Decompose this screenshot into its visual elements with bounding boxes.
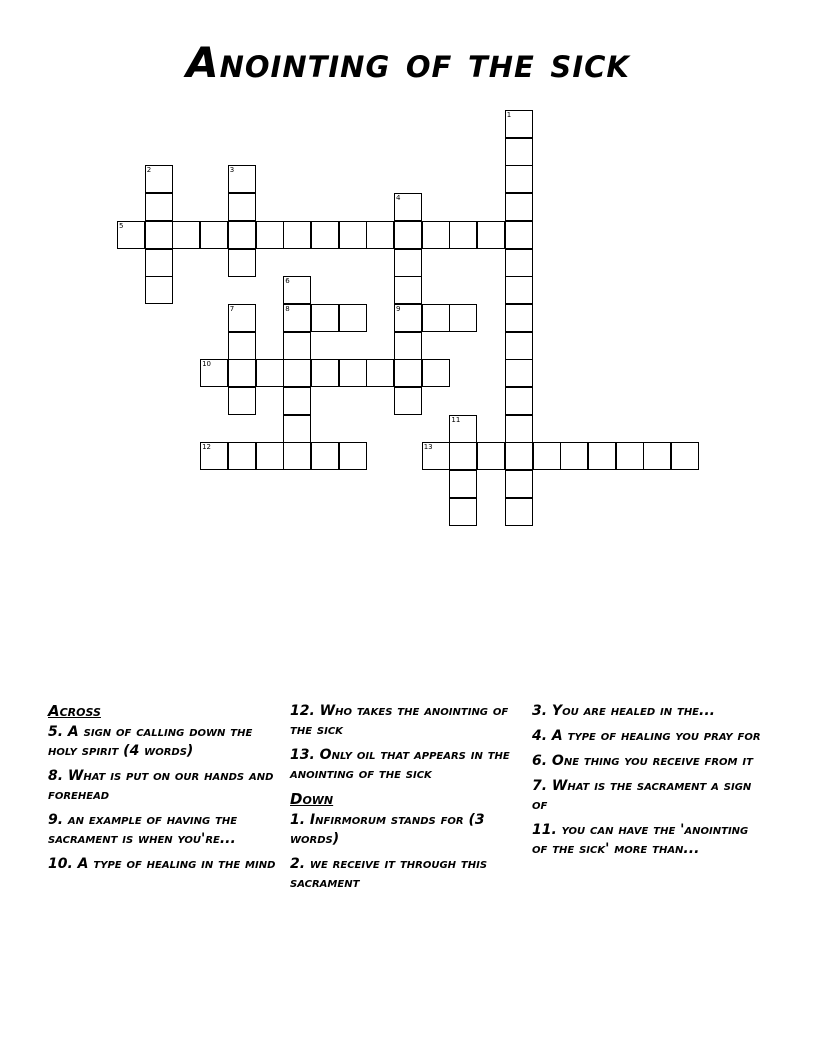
grid-cell bbox=[449, 442, 477, 470]
grid-cell bbox=[422, 221, 450, 249]
grid-cell bbox=[366, 221, 394, 249]
cell-number: 8 bbox=[285, 304, 290, 313]
clue-across-13: 13. Only oil that appears in the anointing of the sick bbox=[290, 747, 510, 782]
down-heading: Down bbox=[290, 790, 334, 808]
grid-cell bbox=[117, 221, 145, 249]
grid-cell bbox=[671, 442, 699, 470]
grid-cell bbox=[394, 304, 422, 332]
grid-cell bbox=[283, 276, 311, 304]
grid-cell bbox=[172, 221, 200, 249]
clue-across-9: 9. an example of having the sacrament is when you're... bbox=[48, 812, 238, 847]
grid-cell bbox=[339, 359, 367, 387]
grid-cell bbox=[283, 359, 311, 387]
grid-cell bbox=[394, 332, 422, 360]
grid-cell bbox=[560, 442, 588, 470]
grid-cell bbox=[228, 359, 256, 387]
grid-cell bbox=[283, 387, 311, 415]
grid-cell bbox=[228, 304, 256, 332]
grid-cell bbox=[505, 387, 533, 415]
grid-cell bbox=[145, 221, 173, 249]
grid-cell bbox=[311, 304, 339, 332]
grid-cell bbox=[228, 221, 256, 249]
cell-number: 10 bbox=[202, 360, 212, 369]
grid-cell bbox=[588, 442, 616, 470]
clue-down-2: 2. we receive it through this sacrament bbox=[290, 856, 488, 891]
clue-down-6: 6. One thing you receive from it bbox=[532, 753, 753, 769]
cell-number: 5 bbox=[119, 221, 124, 230]
grid-cell bbox=[339, 442, 367, 470]
grid-cell bbox=[505, 276, 533, 304]
clue-down-7: 7. What is the sacrament a sign of bbox=[532, 778, 752, 813]
page-title: Anointing of the sick bbox=[186, 38, 630, 87]
cell-number: 11 bbox=[451, 415, 461, 424]
grid-cell bbox=[394, 221, 422, 249]
clue-across-12: 12. Who takes the anointing of the sick bbox=[290, 703, 509, 738]
grid-cell bbox=[505, 415, 533, 443]
grid-cell bbox=[477, 442, 505, 470]
grid-cell bbox=[449, 415, 477, 443]
clue-column-1 bbox=[48, 702, 284, 880]
cell-number: 6 bbox=[285, 277, 290, 286]
grid-cell bbox=[311, 442, 339, 470]
grid-cell bbox=[449, 304, 477, 332]
grid-cell bbox=[145, 249, 173, 277]
grid-cell bbox=[283, 221, 311, 249]
cell-number: 9 bbox=[396, 304, 401, 313]
grid-cell bbox=[505, 165, 533, 193]
grid-cell bbox=[145, 276, 173, 304]
grid-cell bbox=[643, 442, 671, 470]
grid-cell bbox=[505, 470, 533, 498]
clue-column-3 bbox=[532, 702, 768, 865]
grid-cell bbox=[283, 332, 311, 360]
cell-number: 7 bbox=[229, 304, 235, 313]
grid-cell bbox=[449, 470, 477, 498]
grid-cell bbox=[228, 442, 256, 470]
grid-cell bbox=[422, 442, 450, 470]
grid-cell bbox=[256, 359, 284, 387]
grid-cell bbox=[505, 359, 533, 387]
clue-down-11: 11. you can have the 'anointing of the sick' more than... bbox=[532, 822, 749, 857]
grid-cell bbox=[228, 193, 256, 221]
grid-cell bbox=[256, 221, 284, 249]
grid-cell bbox=[505, 193, 533, 221]
clue-across-10: 10. A type of healing in the mind bbox=[48, 856, 276, 872]
grid-cell bbox=[616, 442, 644, 470]
grid-cell bbox=[505, 332, 533, 360]
grid-cell bbox=[145, 193, 173, 221]
clue-list bbox=[48, 702, 788, 962]
grid-cell bbox=[228, 249, 256, 277]
grid-cell bbox=[505, 221, 533, 249]
grid-cell bbox=[200, 359, 228, 387]
across-heading: Across bbox=[48, 702, 101, 720]
grid-cell bbox=[339, 304, 367, 332]
clue-down-4: 4. A type of healing you pray for bbox=[532, 728, 761, 744]
grid-cell bbox=[477, 221, 505, 249]
grid-cell bbox=[283, 442, 311, 470]
grid-cell bbox=[505, 498, 533, 526]
grid-cell bbox=[422, 359, 450, 387]
grid-cell bbox=[339, 221, 367, 249]
grid-cell bbox=[145, 165, 173, 193]
grid-cell bbox=[505, 138, 533, 166]
grid-cell bbox=[228, 387, 256, 415]
grid-cell bbox=[228, 332, 256, 360]
grid-cell bbox=[228, 165, 256, 193]
grid-cell bbox=[394, 387, 422, 415]
cell-number: 1 bbox=[506, 111, 512, 119]
cell-number: 3 bbox=[229, 166, 235, 175]
cell-number: 13 bbox=[423, 443, 433, 452]
grid-cell bbox=[505, 304, 533, 332]
grid-cell bbox=[394, 249, 422, 277]
clue-across-8: 8. What is put on our hands and forehead bbox=[48, 768, 274, 803]
grid-cell bbox=[311, 359, 339, 387]
grid-cell bbox=[533, 442, 561, 470]
cell-number: 2 bbox=[146, 166, 152, 175]
grid-cell bbox=[449, 221, 477, 249]
cell-number: 4 bbox=[396, 194, 401, 203]
grid-cell bbox=[394, 276, 422, 304]
grid-cell bbox=[505, 110, 533, 138]
grid-cell bbox=[505, 249, 533, 277]
grid-cell bbox=[394, 193, 422, 221]
clue-down-1: 1. Infirmorum stands for (3 words) bbox=[290, 812, 485, 847]
clue-down-3: 3. You are healed in the... bbox=[532, 703, 715, 719]
clue-column-2 bbox=[290, 702, 526, 899]
grid-cell bbox=[311, 221, 339, 249]
grid-cell bbox=[366, 359, 394, 387]
grid-cell bbox=[449, 498, 477, 526]
grid-cell bbox=[394, 359, 422, 387]
grid-cell bbox=[200, 221, 228, 249]
grid-cell bbox=[256, 442, 284, 470]
clue-across-5: 5. A sign of calling down the holy spirit (4 words) bbox=[48, 724, 253, 759]
grid-cell bbox=[422, 304, 450, 332]
grid-cell bbox=[200, 442, 228, 470]
cell-number: 12 bbox=[202, 443, 212, 452]
grid-cell bbox=[505, 442, 533, 470]
grid-cell bbox=[283, 304, 311, 332]
grid-cell bbox=[283, 415, 311, 443]
